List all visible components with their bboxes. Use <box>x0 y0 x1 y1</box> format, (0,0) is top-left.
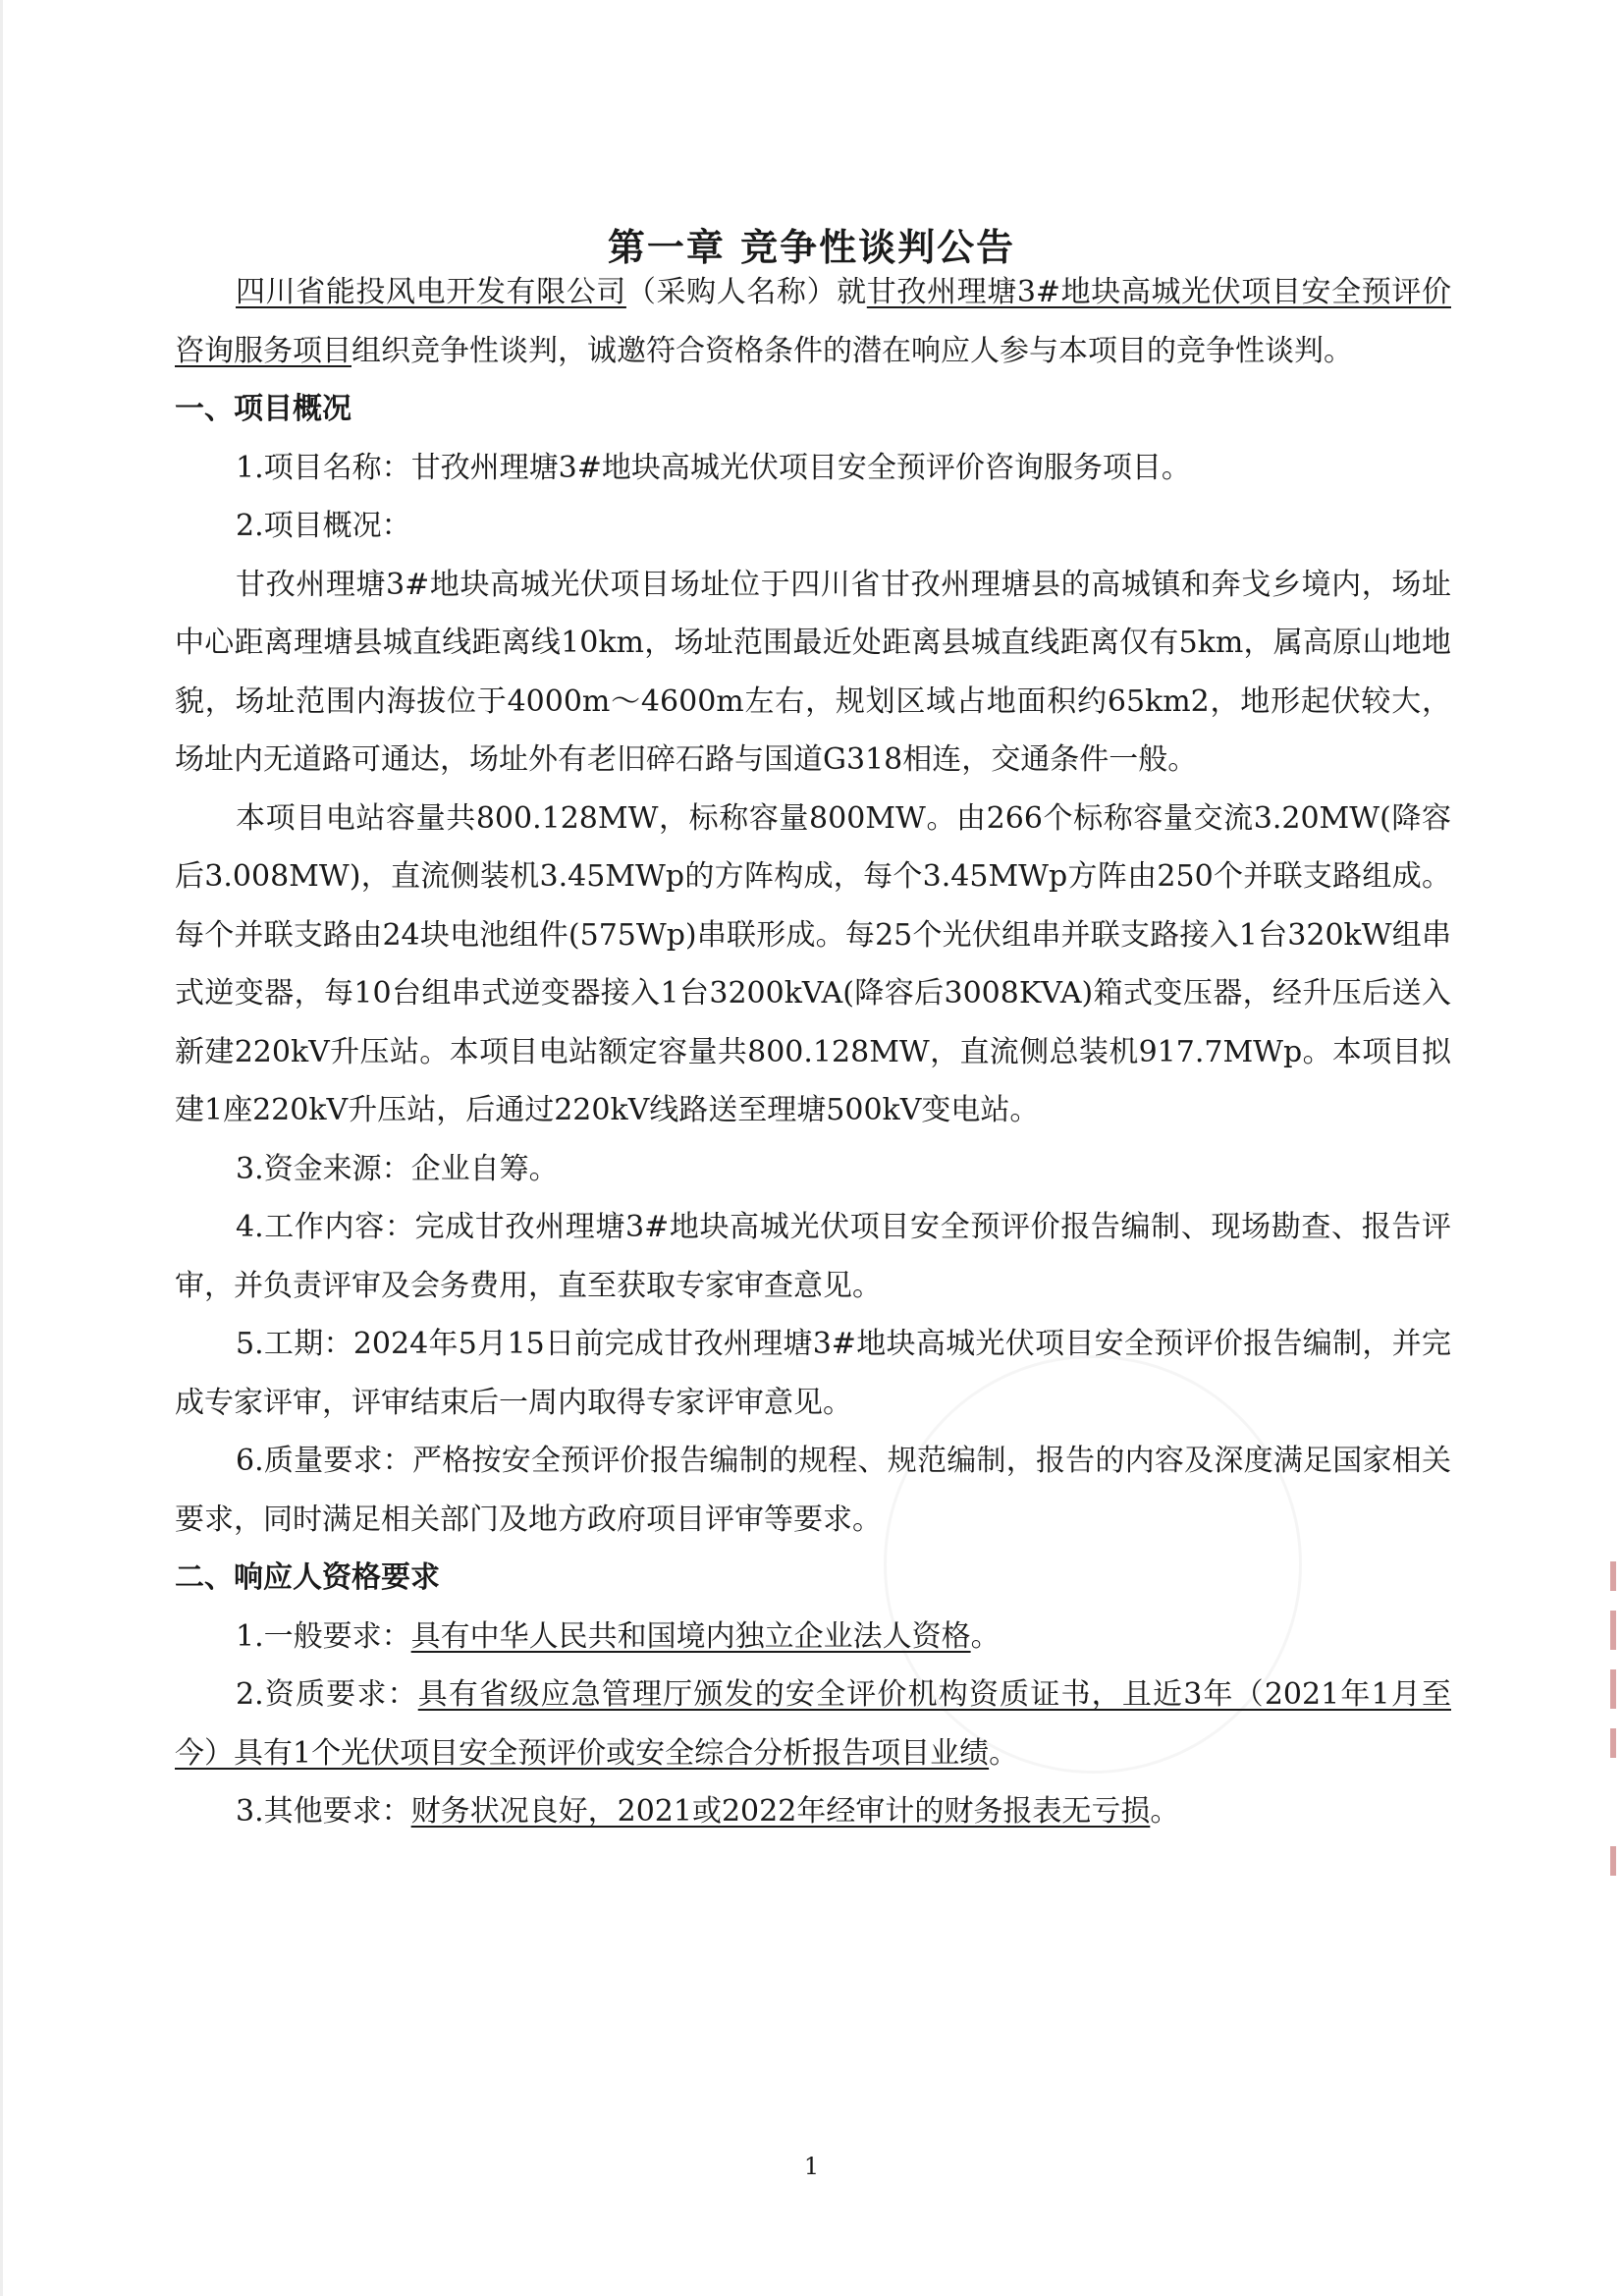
overview-item-2: 2.项目概况： <box>236 509 411 543</box>
overview-item-1: 1.项目名称：甘孜州理塘3#地块高城光伏项目安全预评价咨询服务项目。 <box>236 450 1191 485</box>
qualification-item-3 <box>175 1782 1451 1841</box>
site-description: 甘孜州理塘3#地块高城光伏项目场址位于四川省甘孜州理塘县的高城镇和奔戈乡境内，场址中心距离理塘县城直线距离线10km，场址范围最近处距离县城直线距离仅有5km，属高原山地地貌，场址范围内海拔位于4000m～4600m左右，规划区域占地面积约65km2，地形起伏较大，场址内无道路可通达，场址外有老旧碎石路与国道G318相连，交通条件一般。 <box>175 567 1451 777</box>
qualification-text: 具有中华人民共和国境内独立企业法人资格 <box>410 1618 971 1654</box>
red-edge-mark <box>1610 1561 1616 1591</box>
intro-paragraph <box>175 263 1451 380</box>
red-edge-mark <box>1610 1846 1616 1876</box>
chapter-title: 第一章 竞争性谈判公告 <box>607 226 1016 270</box>
red-edge-mark <box>1610 1669 1616 1709</box>
overview-item-6: 6.质量要求：严格按安全预评价报告编制的规程、规范编制，报告的内容及深度满足国家相关要求，同时满足相关部门及地方政府项目评审等要求。 <box>175 1444 1451 1537</box>
qualification-item-1 <box>175 1608 1451 1667</box>
project-name-link: 甘孜州理塘3#地块高城光伏项目安全预评价咨询服务项目 <box>175 275 1451 368</box>
intro-text: （采购人名称）就 <box>625 275 867 309</box>
period: 。 <box>1150 1794 1180 1829</box>
overview-item-3: 3.资金来源：企业自筹。 <box>236 1151 559 1186</box>
qualification-label: 1.一般要求： <box>236 1618 411 1654</box>
document-body <box>175 263 1451 1841</box>
capacity-description: 本项目电站容量共800.128MW，标称容量800MW。由266个标称容量交流3.20MW(降容后3.008MW)，直流侧装机3.45MWp的方阵构成，每个3.45MWp方阵由250个并联支路组成。每个并联支路由24块电池组件(575Wp)串联形成。每25个光伏组串并联支路接入1台320kW组串式逆变器，每10台组串式逆变器接入1台3200kVA(降容后3008KVA)箱式变压器，经升压后送入新建220kV升压站。本项目电站额定容量共800.128MW，直流侧总装机917.7MWp。本项目拟建1座220kV升压站，后通过220kV线路送至理塘500kV变电站。 <box>175 800 1451 1127</box>
qualification-label: 2.资质要求： <box>236 1677 418 1712</box>
overview-item-4: 4.工作内容：完成甘孜州理塘3#地块高城光伏项目安全预评价报告编制、现场勘查、报告评审，并负责评审及会务费用，直至获取专家审查意见。 <box>175 1210 1451 1303</box>
qualification-item-2 <box>175 1666 1451 1782</box>
qualification-text: 具有省级应急管理厅颁发的安全评价机构资质证书，且近3年（2021年1月至今）具有1个光伏项目安全预评价或安全综合分析报告项目业绩 <box>175 1677 1452 1771</box>
period: 。 <box>970 1618 1001 1654</box>
purchaser-name: 四川省能投风电开发有限公司 <box>236 275 626 309</box>
qualification-label: 3.其他要求： <box>236 1794 411 1829</box>
scan-left-edge <box>0 0 3 2296</box>
red-edge-mark <box>1610 1611 1616 1650</box>
overview-item-5: 5.工期：2024年5月15日前完成甘孜州理塘3#地块高城光伏项目安全预评价报告编制，并完成专家评审，评审结束后一周内取得专家评审意见。 <box>175 1327 1451 1420</box>
section-heading-qualification: 二、响应人资格要求 <box>175 1560 440 1595</box>
period: 。 <box>989 1735 1019 1771</box>
section-heading-overview: 一、项目概况 <box>175 392 352 426</box>
page-number: 1 <box>803 2153 820 2180</box>
intro-text: 组织竞争性谈判，诚邀符合资格条件的潜在响应人参与本项目的竞争性谈判。 <box>352 333 1353 368</box>
qualification-text: 财务状况良好，2021或2022年经审计的财务报表无亏损 <box>410 1794 1151 1829</box>
red-edge-mark <box>1610 1728 1616 1758</box>
